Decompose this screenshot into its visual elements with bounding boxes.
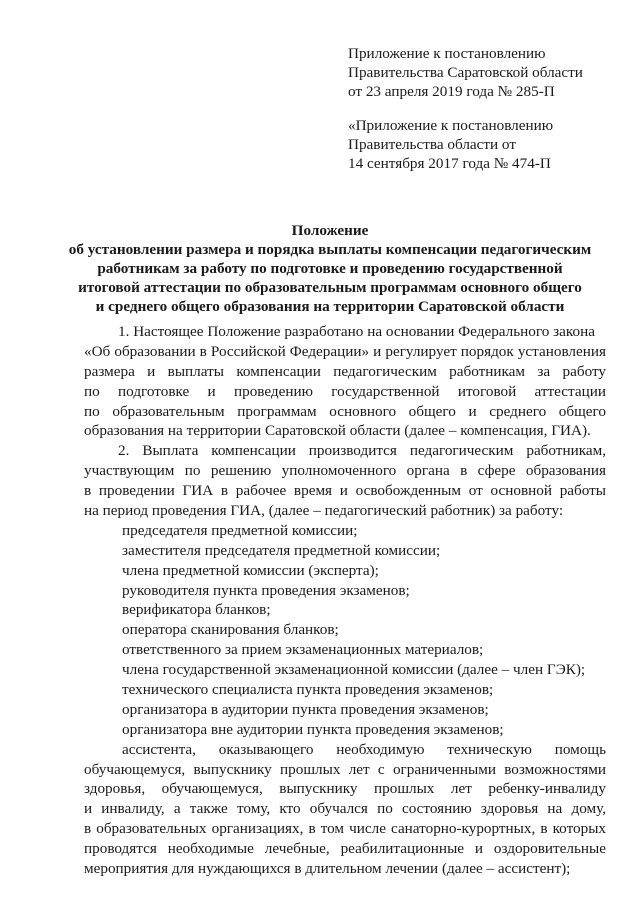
paragraph-line: размера и выплаты компенсации педагогическим работникам за работу: [84, 362, 606, 380]
original-appendix-header-line: 14 сентября 2017 года № 474-П: [348, 155, 551, 172]
paragraph-line: 2. Выплата компенсации производится педагогическим работникам,: [118, 442, 606, 460]
appendix-header-line: Приложение к постановлению: [348, 45, 546, 62]
appendix-header: [348, 44, 583, 101]
document-title-line: итоговой аттестации по образовательным программам основного общего: [78, 279, 582, 296]
original-appendix-header-line: Правительства области от: [348, 136, 516, 153]
document-title-line: и среднего общего образования на территории Саратовской области: [95, 298, 565, 315]
list-item: ассистента, оказывающего необходимую техническую помощь: [122, 740, 606, 758]
list-item: оператора сканирования бланков;: [122, 621, 339, 639]
paragraph-line: по образовательным программам основного общего и среднего общего: [84, 402, 606, 420]
list-item: организатора вне аудитории пункта проведения экзаменов;: [122, 720, 504, 738]
appendix-header-line: от 23 апреля 2019 года № 285-П: [348, 83, 555, 100]
list-item: технического специалиста пункта проведения экзаменов;: [122, 681, 494, 699]
paragraph-line: на период проведения ГИА, (далее – педагогический работник) за работу:: [84, 502, 564, 520]
list-item: члена предметной комиссии (эксперта);: [122, 561, 379, 579]
list-item: ответственного за прием экзаменационных материалов;: [122, 641, 484, 659]
paragraph-line: в проведении ГИА в рабочее время и освобожденным от основной работы: [84, 482, 606, 500]
list-item: члена государственной экзаменационной комиссии (далее – член ГЭК);: [122, 661, 586, 679]
paragraph-line: по подготовке и проведению государственной итоговой аттестации: [84, 382, 606, 400]
list-item: председателя предметной комиссии;: [122, 521, 358, 539]
document-title-line: Положение: [291, 222, 369, 239]
list-item-continuation: мероприятия для нуждающихся в длительном лечении (далее – ассистент);: [84, 860, 571, 878]
document-body: [84, 322, 606, 879]
list-item: верификатора бланков;: [122, 601, 271, 619]
original-appendix-header: [348, 116, 553, 173]
appendix-header-line: Правительства Саратовской области: [348, 64, 583, 81]
list-item-continuation: в образовательных организациях, в том числе санаторно-курортных, в которых: [84, 820, 606, 838]
original-appendix-header-line: «Приложение к постановлению: [348, 117, 554, 134]
paragraph-line: образования на территории Саратовской области (далее – компенсация, ГИА).: [84, 422, 591, 440]
list-item-continuation: обучающемуся, выпускнику прошлых лет с ограниченными возможностями: [84, 760, 606, 778]
document-title-line: об установлении размера и порядка выплаты компенсации педагогическим: [68, 241, 592, 258]
list-item: заместителя председателя предметной комиссии;: [122, 541, 441, 559]
list-item-continuation: здоровья, обучающемуся, выпускнику прошлых лет ребенку-инвалиду: [84, 780, 606, 798]
list-item: руководителя пункта проведения экзаменов;: [122, 581, 410, 599]
document-title-line: работникам за работу по подготовке и проведению государственной: [97, 260, 563, 277]
list-item-continuation: и инвалиду, а также тому, кто обучался по состоянию здоровья на дому,: [84, 800, 606, 818]
document-title: [60, 221, 600, 316]
paragraph-line: участвующим по решению уполномоченного органа в сфере образования: [84, 462, 606, 480]
paragraph-line: «Об образовании в Российской Федерации» и регулирует порядок установления: [84, 342, 606, 360]
paragraph-line: 1. Настоящее Положение разработано на основании Федерального закона: [118, 323, 595, 340]
list-item: организатора в аудитории пункта проведения экзаменов;: [122, 700, 489, 718]
list-item-continuation: проводятся необходимые лечебные, реабилитационные и оздоровительные: [84, 840, 606, 858]
